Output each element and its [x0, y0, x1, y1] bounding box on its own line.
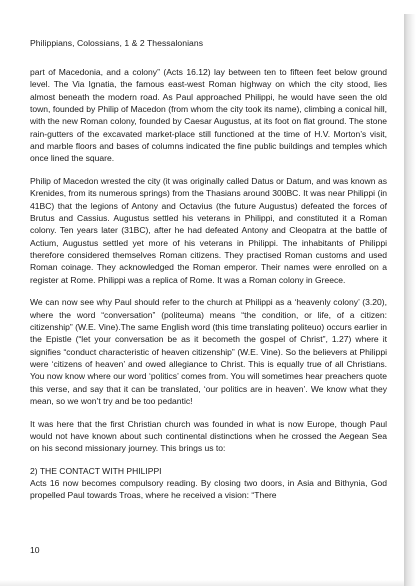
paragraph-4: It was here that the first Christian church was founded in what is now Europe, though Paul would not have known about such continental distinctions when he crossed the Aegean Sea on his second missionary journey. This brings us to:: [30, 418, 387, 454]
page-bottom-shadow: [0, 580, 404, 586]
section-text: Acts 16 now becomes compulsory reading. By closing two doors, in Asia and Bithynia, God propelled Paul towards Troas, where he received a vision: “There: [30, 478, 387, 501]
body-text: [30, 66, 387, 502]
page-edge-shadow: [404, 14, 416, 586]
paragraph-2: Philip of Macedon wrested the city (it was originally called Datus or Datum, and was known as Krenides, from its numerous springs) from the Thasians around 300BC. It was near Philippi (in 41BC) that the legions of Antony and Octavius (the future Augustus) defeated the forces of Brutus and Cassius. Augustus settled his veterans in Philippi, and constituted it a Roman colony. Ten years later (31BC), after he had defeated Antony and Cleopatra at the battle of Actium, Augustus settled yet more of his veterans in Philippi. The inhabitants of Philippi therefore considered themselves Roman citizens. They practised Roman customs and used Roman coinage. They acknowledged the Roman emperor. Their names were enrolled on a register at Rome. Philippi was a replica of Rome. It was a Roman colony in Greece.: [30, 175, 387, 285]
section-heading: 2) THE CONTACT WITH PHILIPPI: [30, 465, 162, 476]
running-head: Philippians, Colossians, 1 & 2 Thessalonians: [30, 38, 204, 48]
paragraph-1: part of Macedonia, and a colony” (Acts 16.12) lay between ten to fifteen feet below ground level. The Via Ignatia, the famous east-west Roman highway on which the city stood, lies almost beneath the modern road. As Paul approached Philippi, he would have seen the old town, founded by Philip of Macedon (from whom the city took its name), climbing a conical hill, with the new Roman colony, founded by Caesar Augustus, at its foot on flat ground. The stone rain-gutters of the excavated market-place still functioned at the time of H.V. Morton’s visit, and marble floors and bases of columns indicated the fine public buildings and temples which once lined the square.: [30, 67, 387, 164]
page-number: 10: [30, 545, 40, 555]
paragraph-3: We can now see why Paul should refer to the church at Philippi as a ‘heavenly colony’ (3.20), where the word “conversation” (politeuma) means “the condition, or life, of a citizen: citizenship” (W.E. Vine).The same English word (this time translating politeuo) occurs earlier in the Epistle (“let your conversation be as it becometh the gospel of Christ”, 1.27) where it signifies “conduct characteristic of heaven citizenship” (W.E. Vine). So the believers at Philippi were ‘citizens of heaven’ and owed allegiance to Christ. This is equally true of all Christians. You now know where our word ‘politics’ comes from. You will sometimes hear preachers quote this verse, and say that it can be translated, ‘our politics are in heaven’. We know what they mean, so we won’t try and be too pedantic!: [30, 297, 387, 406]
section-block: [30, 465, 387, 502]
